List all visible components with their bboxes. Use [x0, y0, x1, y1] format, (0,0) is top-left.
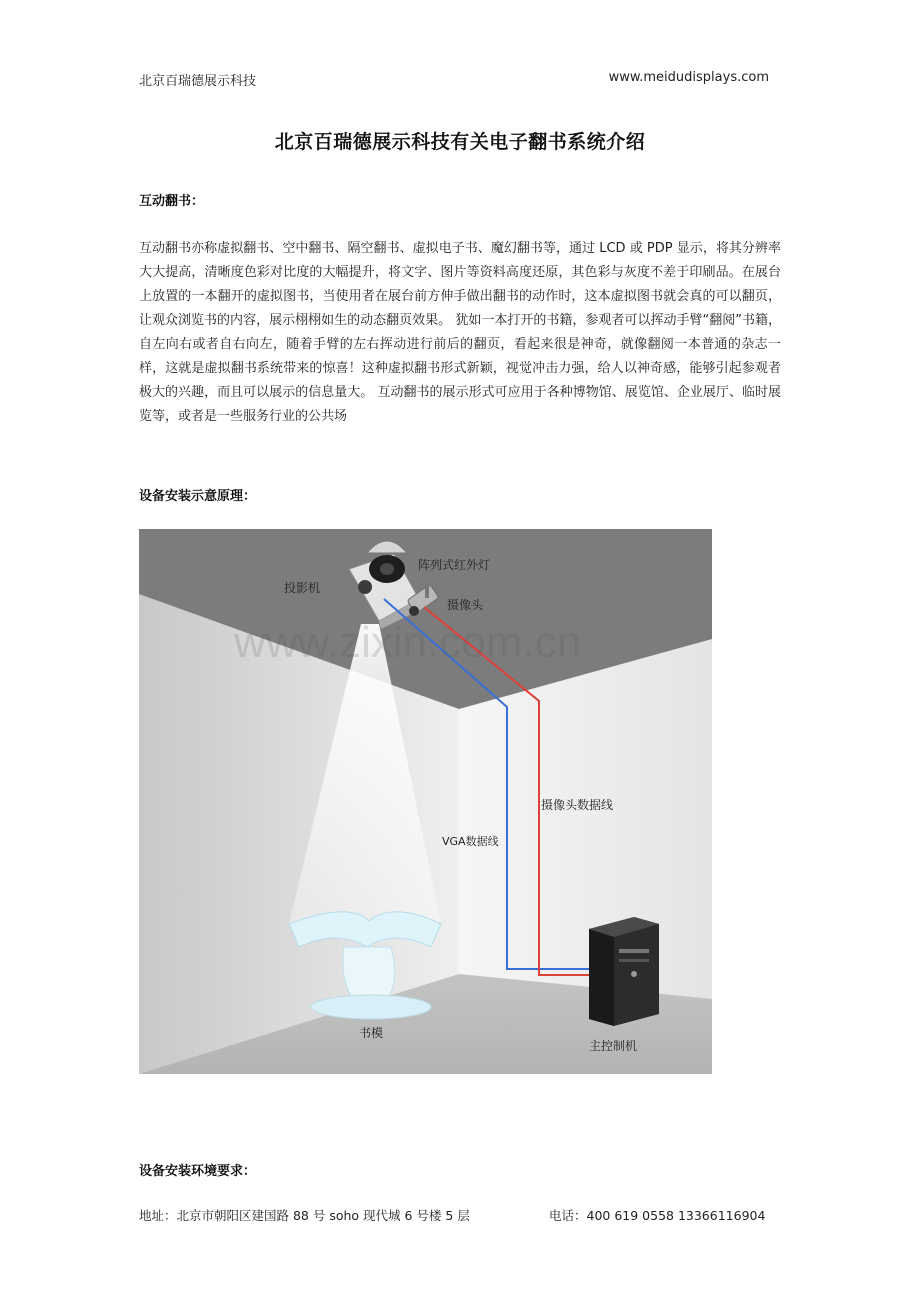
installation-diagram [139, 529, 712, 1074]
label-vga-cable: VGA数据线 [442, 835, 499, 848]
label-camera: 摄像头 [447, 598, 484, 612]
host-computer [589, 917, 659, 1026]
watermark-text: www.zixin.com.cn [234, 618, 582, 667]
intro-paragraph: 互动翻书亦称虚拟翻书、空中翻书、隔空翻书、虚拟电子书、魔幻翻书等，通过 LCD 或 PDP 显示，将其分辨率大大提高，清晰度色彩对比度的大幅提升，将文字、图片等资料高度还原，其色彩与灰度不差于印刷品。在展台上放置的一本翻开的虚拟图书，当使用者在展台前方伸手做出翻书的动作时，这本虚拟图书就会真的可以翻页，让观众浏览书的内容，展示栩栩如生的动态翻页效果。 犹如一本打开的书籍，参观者可以挥动手臂“翻阅”书籍，自左向右或者自右向左，随着手臂的左右挥动进行前后的翻页，看起来很是神奇，就像翻阅一本普通的杂志一样，这就是虚拟翻书系统带来的惊喜！这种虚拟翻书形式新颖，视觉冲击力强，给人以神奇感，能够引起参观者极大的兴趣，而且可以展示的信息量大。 互动翻书的展示形式可应用于各种博物馆、展览馆、企业展厅、临时展览等，或者是一些服务行业的公共场 [139, 241, 781, 424]
label-camera-cable: 摄像头数据线 [541, 798, 614, 812]
header-company: 北京百瑞德展示科技 [139, 74, 257, 89]
label-book-model: 书模 [359, 1026, 384, 1040]
env-heading: 设备安装环境要求： [139, 1164, 257, 1179]
label-ir-light: 阵列式红外灯 [418, 558, 491, 572]
footer-address: 地址：北京市朝阳区建国路 88 号 soho 现代城 6 号楼 5 层 [139, 1208, 470, 1223]
footer-phone: 电话：400 619 0558 13366116904 [549, 1208, 766, 1223]
page-title: 北京百瑞德展示科技有关电子翻书系统介绍 [274, 131, 646, 153]
label-projector: 投影机 [284, 581, 321, 595]
ir-light-device [367, 541, 407, 583]
label-host: 主控制机 [589, 1039, 638, 1053]
header-website[interactable]: www.meidudisplays.com [608, 70, 769, 85]
install-heading: 设备安装示意原理： [139, 489, 257, 504]
intro-heading: 互动翻书： [139, 194, 205, 209]
